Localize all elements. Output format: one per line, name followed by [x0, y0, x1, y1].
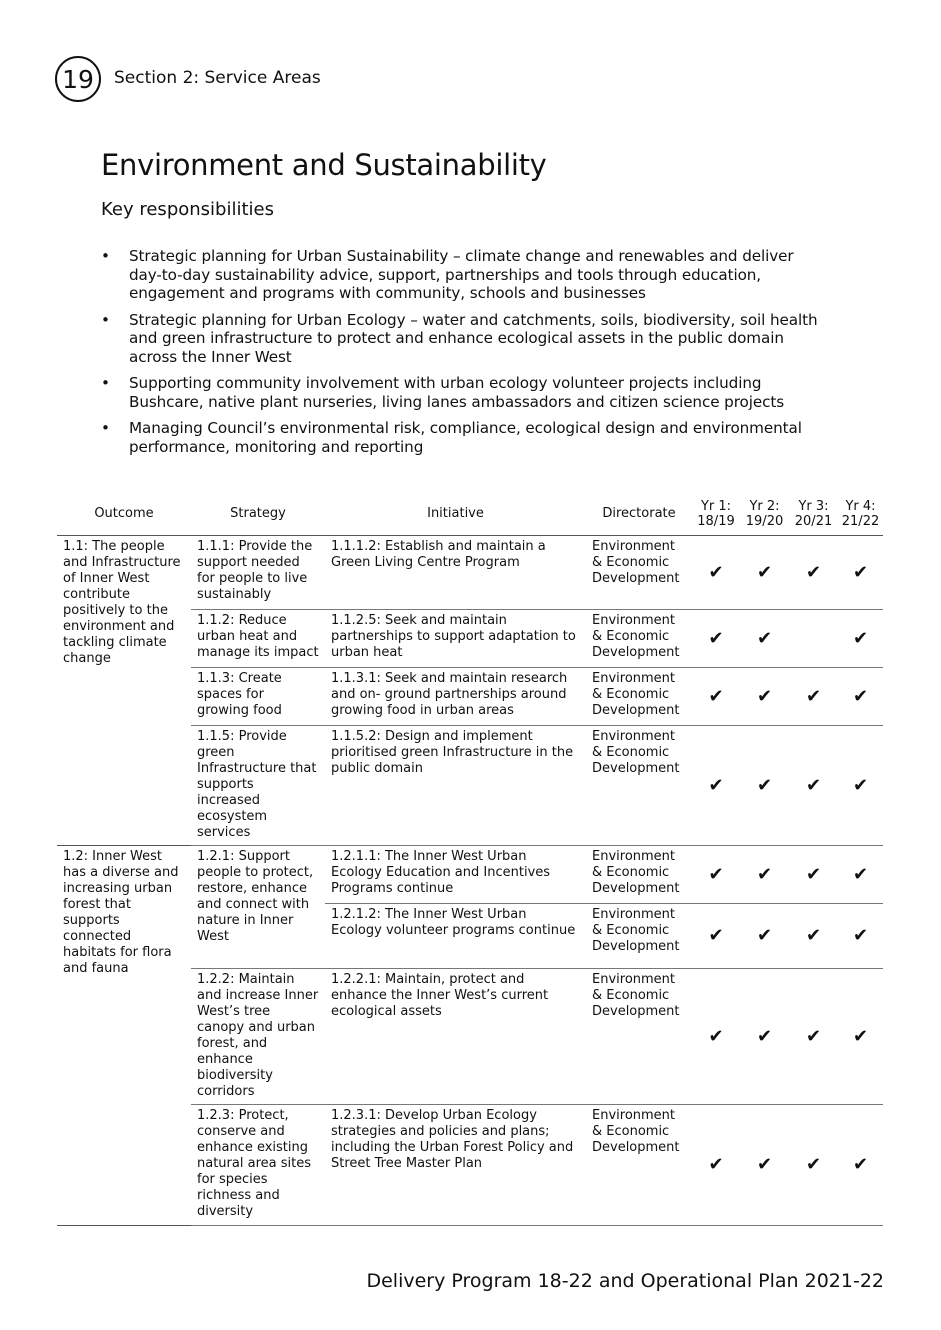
check-cell	[740, 846, 789, 904]
check-cell	[789, 726, 838, 846]
initiative-cell: 1.1.1.2: Establish and maintain a Green Living Centre Program	[325, 536, 586, 610]
check-cell	[692, 846, 740, 904]
directorate-cell: Environment & Economic Development	[586, 668, 692, 726]
header-yr3: Yr 3: 20/21	[789, 497, 838, 536]
strategy-cell: 1.1.1: Provide the support needed for people to live sustainably	[191, 536, 325, 610]
strategy-cell: 1.1.5: Provide green Infrastructure that supports increased ecosystem services	[191, 726, 325, 846]
check-icon: ✔	[756, 627, 773, 649]
list-item: • Strategic planning for Urban Ecology – water and catchments, soils, biodiversity, soil health and green infrastructure to protect and enhance ecological assets in the public domain across the Inner West	[101, 310, 818, 366]
check-cell	[789, 1105, 838, 1226]
check-cell	[692, 1105, 740, 1226]
check-icon: ✔	[708, 627, 724, 649]
outcome-cell: 1.2: Inner West has a diverse and increasing urban forest that supports connected habitats for flora and fauna	[57, 846, 191, 1226]
check-cell	[740, 668, 789, 726]
bullet-icon: •	[101, 374, 110, 392]
footer-title: Delivery Program 18-22 and Operational Plan 2021-22	[366, 1270, 884, 1292]
strategy-cell: 1.2.2: Maintain and increase Inner West’s tree canopy and urban forest, and enhance biodiversity corridors	[191, 969, 325, 1105]
header-initiative: Initiative	[325, 497, 586, 536]
check-icon: ✔	[756, 685, 773, 707]
directorate-cell: Environment & Economic Development	[586, 846, 692, 904]
directorate-cell: Environment & Economic Development	[586, 726, 692, 846]
table-row	[57, 846, 883, 904]
section-label: Section 2: Service Areas	[114, 68, 321, 88]
check-icon: ✔	[756, 1154, 773, 1175]
directorate-cell: Environment & Economic Development	[586, 536, 692, 610]
bullet-icon: •	[101, 247, 110, 265]
check-icon: ✔	[708, 1154, 724, 1175]
strategy-cell: 1.2.3: Protect, conserve and enhance existing natural area sites for species richness and diversity	[191, 1105, 325, 1226]
plan-table	[57, 497, 883, 1226]
header-strategy: Strategy	[191, 497, 325, 536]
header-yr2: Yr 2: 19/20	[740, 497, 789, 536]
directorate-cell: Environment & Economic Development	[586, 1105, 692, 1226]
initiative-cell: 1.2.2.1: Maintain, protect and enhance the Inner West’s current ecological assets	[325, 969, 586, 1105]
check-cell	[740, 726, 789, 846]
check-icon: ✔	[805, 561, 822, 583]
check-cell	[789, 610, 838, 668]
check-cell	[789, 904, 838, 969]
check-cell	[838, 969, 883, 1105]
check-icon: ✔	[756, 1025, 773, 1047]
check-icon: ✔	[805, 1154, 822, 1175]
strategy-cell: 1.1.2: Reduce urban heat and manage its impact	[191, 610, 325, 668]
check-icon: ✔	[756, 561, 773, 583]
header-outcome: Outcome	[57, 497, 191, 536]
check-icon: ✔	[852, 863, 869, 885]
directorate-cell: Environment & Economic Development	[586, 904, 692, 969]
directorate-cell: Environment & Economic Development	[586, 610, 692, 668]
check-cell	[692, 969, 740, 1105]
initiative-cell: 1.1.3.1: Seek and maintain research and on- ground partnerships around growing food in urban areas	[325, 668, 586, 726]
check-cell	[838, 610, 883, 668]
check-icon: ✔	[805, 1025, 822, 1047]
check-cell	[692, 904, 740, 969]
initiative-cell: 1.2.1.2: The Inner West Urban Ecology volunteer programs continue	[325, 904, 586, 969]
responsibilities-list	[101, 247, 821, 464]
table-row	[57, 536, 883, 610]
check-icon: ✔	[708, 1025, 724, 1047]
check-icon: ✔	[852, 561, 869, 583]
check-cell	[789, 536, 838, 610]
check-icon: ✔	[756, 925, 773, 946]
check-icon: ✔	[852, 774, 869, 796]
check-cell	[838, 904, 883, 969]
outcome-cell: 1.1: The people and Infrastructure of Inner West contribute positively to the environment and tackling climate change	[57, 536, 191, 846]
initiative-cell: 1.2.3.1: Develop Urban Ecology strategies and policies and plans; including the Urban Forest Policy and Street Tree Master Plan	[325, 1105, 586, 1226]
page-subtitle: Key responsibilities	[101, 199, 274, 220]
check-icon: ✔	[805, 863, 822, 885]
check-icon: ✔	[805, 774, 822, 796]
strategy-cell: 1.1.3: Create spaces for growing food	[191, 668, 325, 726]
check-icon: ✔	[805, 925, 822, 946]
page-number-badge: 19	[55, 56, 101, 102]
check-icon: ✔	[708, 561, 724, 583]
check-cell	[789, 969, 838, 1105]
list-item: • Managing Council’s environmental risk, compliance, ecological design and environmental performance, monitoring and reporting	[101, 419, 802, 456]
check-icon: ✔	[852, 1154, 869, 1175]
check-cell	[692, 610, 740, 668]
check-cell	[838, 726, 883, 846]
initiative-cell: 1.2.1.1: The Inner West Urban Ecology Education and Incentives Programs continue	[325, 846, 586, 904]
initiative-cell: 1.1.5.2: Design and implement prioritised green Infrastructure in the public domain	[325, 726, 586, 846]
check-cell	[789, 668, 838, 726]
check-icon: ✔	[708, 685, 724, 707]
bullet-icon: •	[101, 419, 110, 437]
check-icon: ✔	[756, 774, 773, 796]
check-icon: ✔	[852, 1025, 869, 1047]
check-icon: ✔	[708, 925, 724, 946]
check-cell	[838, 846, 883, 904]
check-icon: ✔	[852, 685, 869, 707]
check-cell	[740, 610, 789, 668]
check-cell	[789, 846, 838, 904]
page-title: Environment and Sustainability	[101, 148, 547, 182]
table-header-row	[57, 497, 883, 536]
check-icon: ✔	[805, 685, 822, 707]
initiative-cell: 1.1.2.5: Seek and maintain partnerships to support adaptation to urban heat	[325, 610, 586, 668]
check-cell	[740, 969, 789, 1105]
check-cell	[692, 668, 740, 726]
strategy-cell: 1.2.1: Support people to protect, restore, enhance and connect with nature in Inner West	[191, 846, 325, 969]
check-cell	[740, 536, 789, 610]
check-cell	[838, 1105, 883, 1226]
check-cell	[838, 536, 883, 610]
list-item: • Supporting community involvement with urban ecology volunteer projects including Bushcare, native plant nurseries, living lanes ambassadors and citizen science projects	[101, 374, 785, 411]
list-item: • Strategic planning for Urban Sustainability – climate change and renewables and deliver day-to-day sustainability advice, support, partnerships and tools through education, engagement and programs with community, schools and businesses	[101, 247, 794, 302]
check-cell	[692, 536, 740, 610]
check-cell	[692, 726, 740, 846]
directorate-cell: Environment & Economic Development	[586, 969, 692, 1105]
check-icon: ✔	[852, 627, 869, 649]
check-cell	[740, 904, 789, 969]
check-icon: ✔	[756, 863, 773, 885]
header-yr4: Yr 4: 21/22	[838, 497, 883, 536]
check-icon: ✔	[708, 774, 724, 796]
check-cell	[740, 1105, 789, 1226]
header-directorate: Directorate	[586, 497, 692, 536]
check-icon: ✔	[708, 863, 724, 885]
header-yr1: Yr 1: 18/19	[692, 497, 740, 536]
check-cell	[838, 668, 883, 726]
bullet-icon: •	[101, 310, 110, 329]
check-icon: ✔	[852, 925, 869, 946]
plan-table-container	[57, 497, 883, 1226]
